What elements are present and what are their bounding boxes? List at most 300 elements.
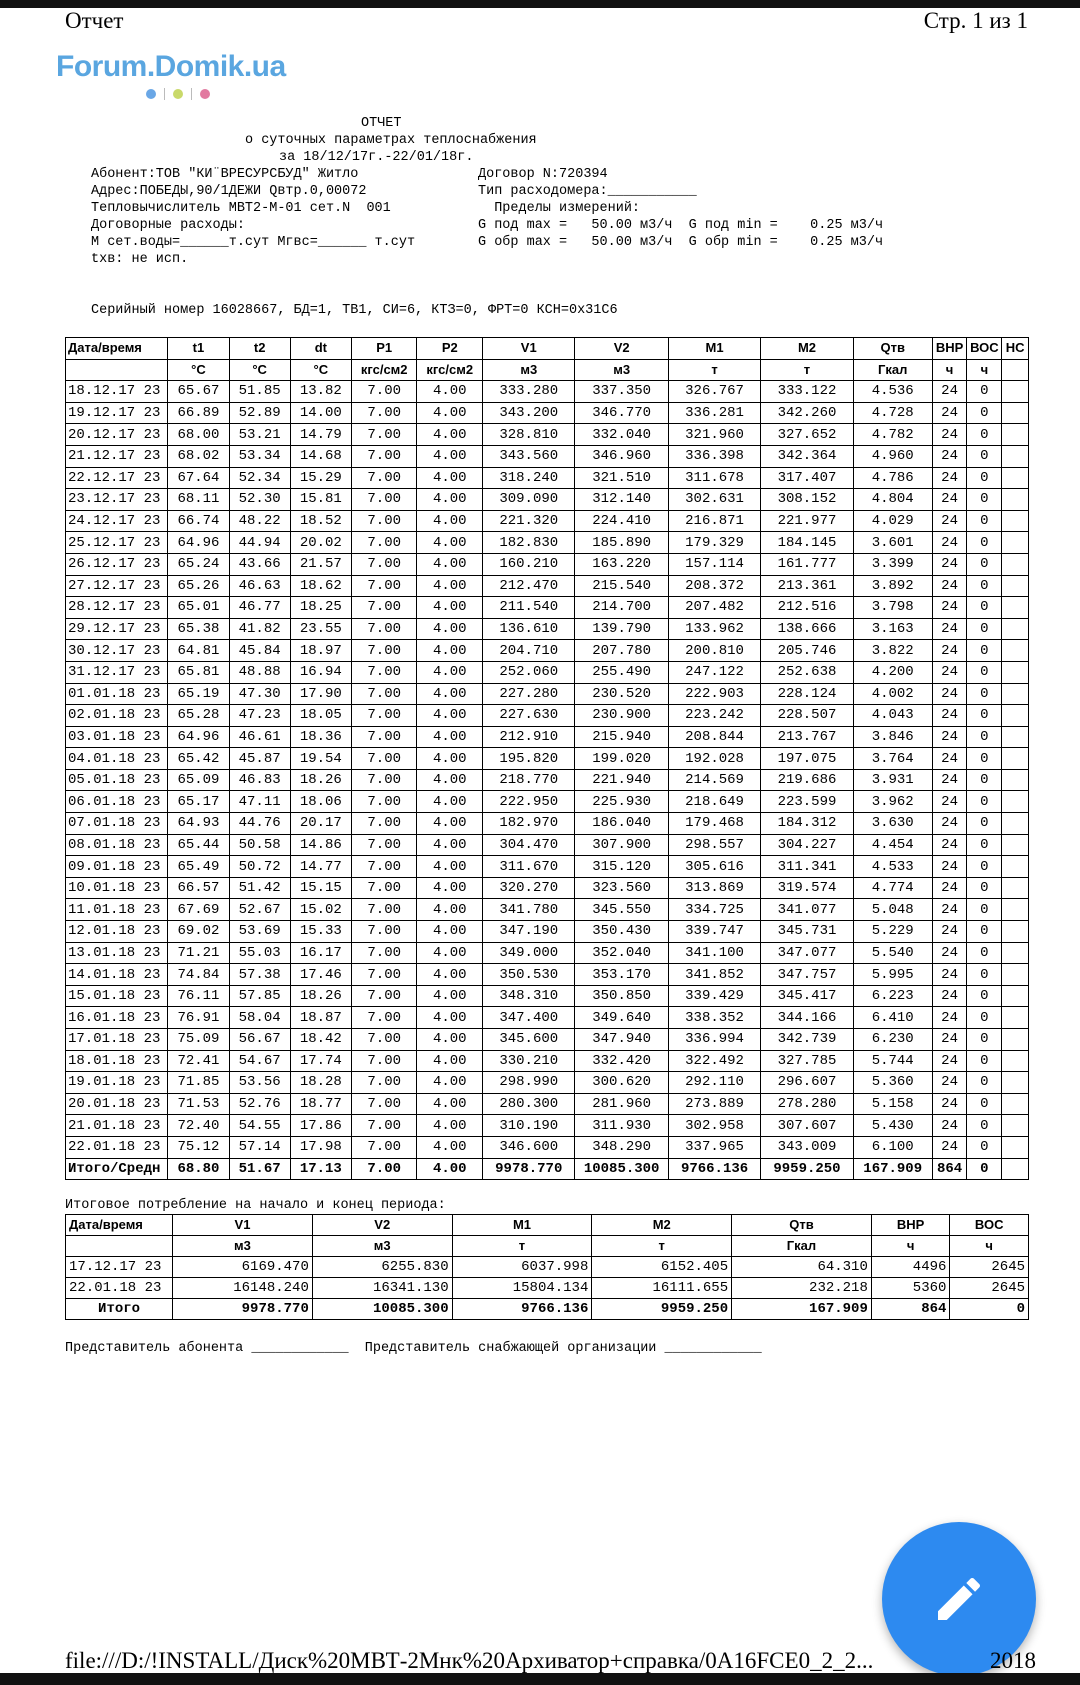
table-cell: 52.30: [229, 489, 290, 511]
table-cell: 4.00: [417, 942, 483, 964]
table-cell: 225.930: [575, 791, 668, 813]
table-cell: 17.90: [290, 683, 351, 705]
column-header: V1: [173, 1215, 313, 1236]
table-cell: [1002, 553, 1029, 575]
table-cell: 24: [932, 964, 967, 986]
table-cell: 280.300: [483, 1093, 575, 1115]
table-cell: 0: [967, 813, 1002, 835]
table-cell: 197.075: [761, 748, 853, 770]
table-cell: 24: [932, 510, 967, 532]
table-cell: [1002, 769, 1029, 791]
table-cell: 24: [932, 1093, 967, 1115]
table-cell: 302.631: [668, 489, 760, 511]
table-cell: 47.30: [229, 683, 290, 705]
table-cell: 4.00: [417, 705, 483, 727]
table-cell: 15.29: [290, 467, 351, 489]
table-row: [66, 705, 1029, 727]
table-cell: [1002, 510, 1029, 532]
column-header: t1: [168, 338, 229, 360]
info-calculator: Тепловычислитель МВТ2-М-01 сет.N 001: [91, 201, 391, 216]
table-cell: 7.00: [351, 748, 417, 770]
table-cell: 31.12.17 23: [66, 661, 168, 683]
table-row: [66, 640, 1029, 662]
table-cell: 4.00: [417, 1136, 483, 1158]
table-cell: 7.00: [351, 489, 417, 511]
table-cell: 332.420: [575, 1050, 668, 1072]
table-cell: 72.40: [168, 1115, 229, 1137]
table-cell: 296.607: [761, 1072, 853, 1094]
table-cell: 24: [932, 575, 967, 597]
info-subscriber: Абонент:ТОВ "КИ¨ВРЕСУРСБУД" Житло: [91, 167, 359, 182]
table-row: [66, 1007, 1029, 1029]
table-cell: [1002, 748, 1029, 770]
table-cell: 0: [967, 985, 1002, 1007]
table-row: [66, 813, 1029, 835]
table-cell: 230.520: [575, 683, 668, 705]
table-cell: 228.124: [761, 683, 853, 705]
table-cell: 342.260: [761, 402, 853, 424]
table-row: [66, 661, 1029, 683]
total-cell: 9766.136: [452, 1299, 592, 1320]
table-cell: 24: [932, 921, 967, 943]
table-cell: [1002, 467, 1029, 489]
column-header: Дата/время: [66, 338, 168, 360]
table-cell: 192.028: [668, 748, 760, 770]
table-cell: 315.120: [575, 856, 668, 878]
table-cell: 4.00: [417, 467, 483, 489]
table-cell: 24: [932, 532, 967, 554]
table-cell: 304.470: [483, 834, 575, 856]
table-cell: 46.61: [229, 726, 290, 748]
table-cell: 24: [932, 618, 967, 640]
table-cell: 311.930: [575, 1115, 668, 1137]
table-cell: 4.00: [417, 813, 483, 835]
table-cell: 179.329: [668, 532, 760, 554]
table-cell: 4.00: [417, 510, 483, 532]
logo-separator: [164, 88, 165, 100]
table-cell: [1002, 1072, 1029, 1094]
table-cell: 3.630: [853, 813, 932, 835]
table-cell: 7.00: [351, 1050, 417, 1072]
table-row: [66, 899, 1029, 921]
table-cell: 69.02: [168, 921, 229, 943]
table-cell: 346.960: [575, 445, 668, 467]
table-cell: 21.01.18 23: [66, 1115, 168, 1137]
table-cell: 0: [967, 769, 1002, 791]
table-cell: [1002, 424, 1029, 446]
table-cell: 332.040: [575, 424, 668, 446]
table-cell: [1002, 921, 1029, 943]
table-cell: 22.01.18 23: [66, 1136, 168, 1158]
table-row: [66, 877, 1029, 899]
logo-separator: [191, 88, 192, 100]
bottom-bar: [0, 1673, 1080, 1685]
table-cell: 330.210: [483, 1050, 575, 1072]
table-cell: 24: [932, 856, 967, 878]
table-cell: 64.96: [168, 726, 229, 748]
table-cell: 71.85: [168, 1072, 229, 1094]
table-cell: 7.00: [351, 877, 417, 899]
table-cell: 05.01.18 23: [66, 769, 168, 791]
total-cell: 10085.300: [575, 1158, 668, 1180]
table-cell: [1002, 813, 1029, 835]
table-cell: 4.00: [417, 618, 483, 640]
table-cell: [1002, 726, 1029, 748]
table-cell: 199.020: [575, 748, 668, 770]
table-cell: 25.12.17 23: [66, 532, 168, 554]
table-cell: 3.764: [853, 748, 932, 770]
signature-line: Представитель абонента ____________ Представитель снабжающей организации ____________: [65, 1341, 762, 1356]
table-cell: 10.01.18 23: [66, 877, 168, 899]
table-cell: 311.341: [761, 856, 853, 878]
table-cell: 320.270: [483, 877, 575, 899]
table-cell: 326.767: [668, 381, 760, 403]
table-cell: 46.63: [229, 575, 290, 597]
forum-logo: Forum.Domik.ua: [56, 50, 286, 83]
table-cell: 4.00: [417, 985, 483, 1007]
column-header: ВОС: [950, 1215, 1029, 1236]
table-cell: 318.240: [483, 467, 575, 489]
table-cell: 4.00: [417, 381, 483, 403]
table-cell: [1002, 964, 1029, 986]
table-cell: 18.87: [290, 1007, 351, 1029]
table-cell: 138.666: [761, 618, 853, 640]
table-cell: 65.01: [168, 597, 229, 619]
table-cell: 341.100: [668, 942, 760, 964]
table-cell: 222.950: [483, 791, 575, 813]
table-cell: 3.931: [853, 769, 932, 791]
total-row: [66, 1158, 1029, 1180]
table-cell: 232.218: [732, 1278, 872, 1299]
column-unit: [1002, 359, 1029, 381]
table-cell: 64.96: [168, 532, 229, 554]
table-cell: 309.090: [483, 489, 575, 511]
table-cell: 18.28: [290, 1072, 351, 1094]
table-cell: 311.678: [668, 467, 760, 489]
info-contract-number: Договор N:720394: [478, 167, 608, 182]
table-cell: 207.482: [668, 597, 760, 619]
table-cell: 16.17: [290, 942, 351, 964]
table-cell: [1002, 445, 1029, 467]
table-cell: 345.731: [761, 921, 853, 943]
table-cell: 4.804: [853, 489, 932, 511]
table-cell: 7.00: [351, 640, 417, 662]
table-cell: 211.540: [483, 597, 575, 619]
table-cell: 24: [932, 726, 967, 748]
table-cell: 18.26: [290, 985, 351, 1007]
table-cell: 334.725: [668, 899, 760, 921]
table-cell: 28.12.17 23: [66, 597, 168, 619]
table-cell: 24: [932, 661, 967, 683]
table-cell: 0: [967, 964, 1002, 986]
table-cell: 342.364: [761, 445, 853, 467]
table-cell: 0: [967, 510, 1002, 532]
column-header: M1: [668, 338, 760, 360]
column-header: M2: [592, 1215, 732, 1236]
logo-dot-green: [173, 89, 183, 99]
column-unit: ч: [950, 1236, 1029, 1257]
table-cell: 304.227: [761, 834, 853, 856]
table-cell: 7.00: [351, 1136, 417, 1158]
table-cell: 16.01.18 23: [66, 1007, 168, 1029]
units-row: [66, 1236, 1029, 1257]
table-cell: 13.82: [290, 381, 351, 403]
table-cell: 6169.470: [173, 1257, 313, 1278]
table-cell: [1002, 489, 1029, 511]
table-row: [66, 510, 1029, 532]
table-cell: [1002, 402, 1029, 424]
table-cell: 302.958: [668, 1115, 760, 1137]
table-cell: 74.84: [168, 964, 229, 986]
table-cell: [1002, 834, 1029, 856]
table-cell: 4.00: [417, 402, 483, 424]
top-bar: [0, 0, 1080, 8]
table-cell: 20.12.17 23: [66, 424, 168, 446]
table-cell: 7.00: [351, 683, 417, 705]
table-cell: 14.77: [290, 856, 351, 878]
table-cell: 157.114: [668, 553, 760, 575]
column-unit: кгс/см2: [351, 359, 417, 381]
column-header: V1: [483, 338, 575, 360]
table-cell: 319.574: [761, 877, 853, 899]
table-cell: 20.02: [290, 532, 351, 554]
table-cell: 6.410: [853, 1007, 932, 1029]
logo-dots: [146, 88, 210, 100]
table-cell: 4.029: [853, 510, 932, 532]
table-cell: 3.822: [853, 640, 932, 662]
table-cell: 0: [967, 489, 1002, 511]
table-cell: [1002, 877, 1029, 899]
table-cell: 58.04: [229, 1007, 290, 1029]
table-row: [66, 748, 1029, 770]
table-cell: 22.01.18 23: [66, 1278, 173, 1299]
table-cell: 323.560: [575, 877, 668, 899]
table-cell: 54.55: [229, 1115, 290, 1137]
table-cell: 4.00: [417, 640, 483, 662]
table-cell: 308.152: [761, 489, 853, 511]
table-cell: 4.782: [853, 424, 932, 446]
table-cell: 3.601: [853, 532, 932, 554]
table-cell: 5.360: [853, 1072, 932, 1094]
table-cell: 333.122: [761, 381, 853, 403]
column-unit: Гкал: [853, 359, 932, 381]
table-cell: 12.01.18 23: [66, 921, 168, 943]
table-cell: 208.844: [668, 726, 760, 748]
table-cell: 24: [932, 381, 967, 403]
table-cell: 56.67: [229, 1029, 290, 1051]
table-cell: 11.01.18 23: [66, 899, 168, 921]
column-header: Qтв: [732, 1215, 872, 1236]
table-cell: 30.12.17 23: [66, 640, 168, 662]
table-cell: 4.00: [417, 424, 483, 446]
table-cell: 07.01.18 23: [66, 813, 168, 835]
table-cell: [1002, 618, 1029, 640]
table-cell: 7.00: [351, 705, 417, 727]
table-cell: 0: [967, 899, 1002, 921]
total-cell: 167.909: [732, 1299, 872, 1320]
table-cell: 339.429: [668, 985, 760, 1007]
column-header: P2: [417, 338, 483, 360]
table-cell: 307.607: [761, 1115, 853, 1137]
table-cell: 4.00: [417, 791, 483, 813]
table-cell: 336.994: [668, 1029, 760, 1051]
table-cell: 212.516: [761, 597, 853, 619]
table-cell: 310.190: [483, 1115, 575, 1137]
table-cell: 16.94: [290, 661, 351, 683]
table-cell: 18.06: [290, 791, 351, 813]
total-cell: 17.13: [290, 1158, 351, 1180]
table-cell: 76.11: [168, 985, 229, 1007]
table-cell: 65.81: [168, 661, 229, 683]
table-cell: 4.00: [417, 834, 483, 856]
table-cell: 4.00: [417, 683, 483, 705]
table-cell: 24: [932, 791, 967, 813]
table-cell: 24.12.17 23: [66, 510, 168, 532]
table-cell: 4.533: [853, 856, 932, 878]
report-title: ОТЧЕТ: [361, 116, 402, 131]
table-cell: 14.01.18 23: [66, 964, 168, 986]
table-cell: 4.00: [417, 856, 483, 878]
total-cell: 51.67: [229, 1158, 290, 1180]
table-cell: 4.00: [417, 769, 483, 791]
table-cell: 72.41: [168, 1050, 229, 1072]
table-cell: 29.12.17 23: [66, 618, 168, 640]
header-row: [66, 1215, 1029, 1236]
table-cell: 19.12.17 23: [66, 402, 168, 424]
total-cell: 10085.300: [312, 1299, 452, 1320]
table-cell: 24: [932, 1136, 967, 1158]
table-cell: 57.85: [229, 985, 290, 1007]
column-header: НС: [1002, 338, 1029, 360]
table-cell: 6.100: [853, 1136, 932, 1158]
table-cell: 7.00: [351, 769, 417, 791]
column-header: ВНР: [932, 338, 967, 360]
table-cell: 16148.240: [173, 1278, 313, 1299]
table-row: [66, 964, 1029, 986]
table-cell: 347.757: [761, 964, 853, 986]
table-cell: [1002, 791, 1029, 813]
table-row: [66, 489, 1029, 511]
table-cell: 347.940: [575, 1029, 668, 1051]
table-row: [66, 618, 1029, 640]
table-cell: 18.52: [290, 510, 351, 532]
table-cell: 4.00: [417, 1093, 483, 1115]
column-header: t2: [229, 338, 290, 360]
table-cell: 223.242: [668, 705, 760, 727]
column-unit: т: [668, 359, 760, 381]
table-cell: [1002, 985, 1029, 1007]
table-cell: 68.00: [168, 424, 229, 446]
total-cell: 0: [967, 1158, 1002, 1180]
table-cell: 68.11: [168, 489, 229, 511]
table-cell: 228.507: [761, 705, 853, 727]
total-cell: 9766.136: [668, 1158, 760, 1180]
table-cell: 18.62: [290, 575, 351, 597]
table-row: [66, 597, 1029, 619]
table-cell: 76.91: [168, 1007, 229, 1029]
total-cell: 4.00: [417, 1158, 483, 1180]
table-cell: 7.00: [351, 1007, 417, 1029]
period-summary-table: [65, 1214, 1029, 1320]
table-cell: 204.710: [483, 640, 575, 662]
table-cell: 4.00: [417, 575, 483, 597]
table-cell: 0: [967, 381, 1002, 403]
table-row: [66, 942, 1029, 964]
table-cell: 247.122: [668, 661, 760, 683]
units-row: [66, 359, 1029, 381]
table-cell: 7.00: [351, 532, 417, 554]
table-cell: 46.83: [229, 769, 290, 791]
table-cell: 23.55: [290, 618, 351, 640]
table-row: [66, 921, 1029, 943]
table-row: [66, 1136, 1029, 1158]
table-cell: 5.229: [853, 921, 932, 943]
table-cell: 4.786: [853, 467, 932, 489]
table-cell: 18.25: [290, 597, 351, 619]
table-cell: 339.747: [668, 921, 760, 943]
table-row: [66, 424, 1029, 446]
table-cell: 4.00: [417, 597, 483, 619]
table-cell: 24: [932, 489, 967, 511]
table-row: [66, 1050, 1029, 1072]
page-counter: Стр. 1 из 1: [923, 8, 1028, 33]
table-cell: 3.798: [853, 597, 932, 619]
table-cell: 67.69: [168, 899, 229, 921]
table-cell: 71.53: [168, 1093, 229, 1115]
table-cell: 19.01.18 23: [66, 1072, 168, 1094]
column-unit: т: [452, 1236, 592, 1257]
table-cell: 7.00: [351, 921, 417, 943]
table-cell: 67.64: [168, 467, 229, 489]
table-cell: 24: [932, 445, 967, 467]
column-unit: т: [592, 1236, 732, 1257]
table-cell: 22.12.17 23: [66, 467, 168, 489]
table-cell: 255.490: [575, 661, 668, 683]
table-cell: 7.00: [351, 899, 417, 921]
table-cell: 182.830: [483, 532, 575, 554]
table-cell: 348.310: [483, 985, 575, 1007]
table-cell: 66.89: [168, 402, 229, 424]
table-cell: 21.57: [290, 553, 351, 575]
table-cell: 200.810: [668, 640, 760, 662]
table-cell: 4.00: [417, 726, 483, 748]
table-cell: 0: [967, 661, 1002, 683]
table-cell: 218.770: [483, 769, 575, 791]
table-cell: 0: [967, 1093, 1002, 1115]
table-cell: 350.530: [483, 964, 575, 986]
table-cell: 24: [932, 597, 967, 619]
table-cell: [1002, 1029, 1029, 1051]
table-cell: 7.00: [351, 402, 417, 424]
table-cell: 273.889: [668, 1093, 760, 1115]
table-cell: 17.12.17 23: [66, 1257, 173, 1278]
table-cell: 0: [967, 748, 1002, 770]
table-row: [66, 1115, 1029, 1137]
table-cell: 09.01.18 23: [66, 856, 168, 878]
table-cell: 343.200: [483, 402, 575, 424]
table-cell: 50.72: [229, 856, 290, 878]
table-cell: 0: [967, 1072, 1002, 1094]
table-cell: 338.352: [668, 1007, 760, 1029]
table-cell: 52.76: [229, 1093, 290, 1115]
table-cell: 347.190: [483, 921, 575, 943]
column-unit: °C: [168, 359, 229, 381]
table-cell: 64.81: [168, 640, 229, 662]
table-cell: 184.145: [761, 532, 853, 554]
table-cell: 5.540: [853, 942, 932, 964]
table-cell: 160.210: [483, 553, 575, 575]
table-row: [66, 1029, 1029, 1051]
